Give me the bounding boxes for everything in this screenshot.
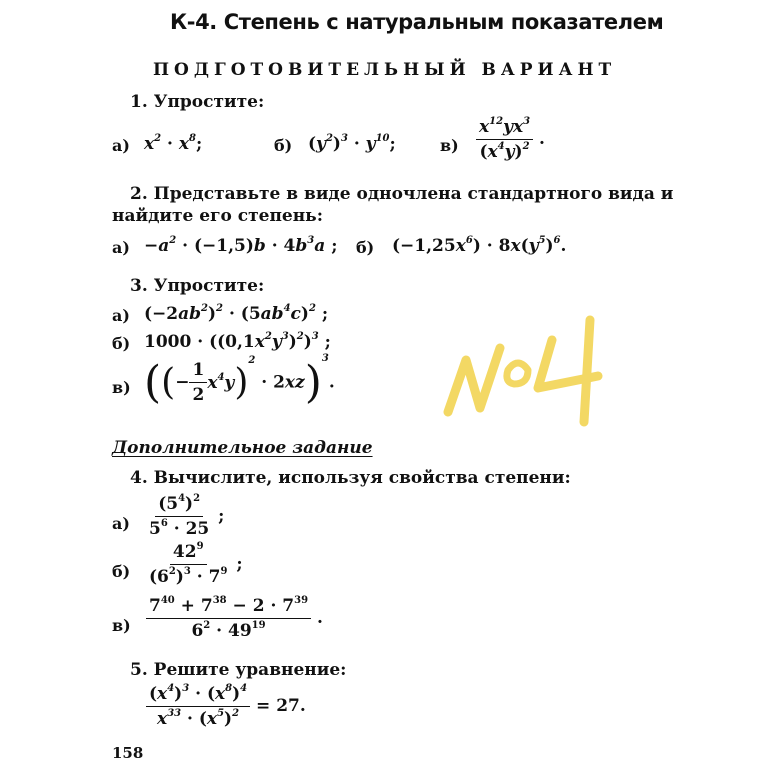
task2-heading-line2: найдите его степень:: [112, 206, 323, 226]
task1-a-expression: $x^2 \cdot x^8$;: [144, 133, 203, 154]
task1-c-expression: $\frac{x^{12}yx^3}{(x^4y)^2}$ .: [476, 117, 545, 162]
task3-b-expression: $1000 \cdot ((0,1x^2y^3)^2)^3$ ;: [144, 331, 331, 352]
task1-b-label: б): [274, 136, 293, 155]
extra-heading: Дополнительное задание: [112, 438, 373, 458]
task2-a-expression: $-a^2 \cdot (-1,5)b \cdot 4b^3a$ ;: [144, 235, 338, 256]
task2-b-label: б): [356, 238, 375, 257]
page-title: К-4. Степень с натуральным показателем: [170, 10, 664, 34]
handwritten-note: [420, 300, 620, 430]
task4-b-expression: $\frac{42^9}{(6^2)^3 \cdot 7^9}$ ;: [149, 541, 243, 587]
task4-a-expression: $\frac{(5^4)^2}{5^6 \cdot 25}$ ;: [149, 493, 225, 539]
task3-a-label: а): [112, 306, 130, 325]
task1-a-label: а): [112, 136, 130, 155]
task3-c-expression: ((− $\frac{1}{2}$ $x^4y)^2 \cdot 2xz)^3$.: [144, 353, 335, 408]
task2-a-label: а): [112, 238, 130, 257]
page-number: 158: [112, 744, 144, 762]
task4-b-label: б): [112, 562, 131, 581]
task3-heading: 3. Упростите:: [130, 276, 265, 296]
task4-c-label: в): [112, 616, 131, 635]
task4-a-label: а): [112, 514, 130, 533]
task1-heading: 1. Упростите:: [130, 92, 265, 112]
task4-heading: 4. Вычислите, используя свойства степени:: [130, 468, 571, 488]
task2-b-expression: $(-1,25x^6) \cdot 8x(y^5)^6$.: [392, 235, 567, 256]
task3-a-expression: $(-2ab^2)^2 \cdot (5ab^4c)^2$ ;: [144, 303, 329, 324]
task5-equation: $\frac{(x^4)^3 \cdot (x^8)^4}{x^{33} \cdot (x^5)^2}$ = 27.: [146, 684, 306, 729]
task4-c-expression: $\frac{7^{40} + 7^{38} - 2 \cdot 7^{39}}{6^2 \cdot 49^{19}}$ .: [146, 596, 323, 641]
task1-c-label: в): [440, 136, 459, 155]
task1-b-expression: $(y^2)^3 \cdot y^{10}$;: [308, 133, 396, 154]
task3-c-label: в): [112, 378, 131, 397]
task3-b-label: б): [112, 334, 131, 353]
task2-heading-line1: 2. Представьте в виде одночлена стандартного вида и: [130, 184, 674, 204]
variant-heading: ПОДГОТОВИТЕЛЬНЫЙ ВАРИАНТ: [153, 60, 617, 80]
task5-heading: 5. Решите уравнение:: [130, 660, 347, 680]
